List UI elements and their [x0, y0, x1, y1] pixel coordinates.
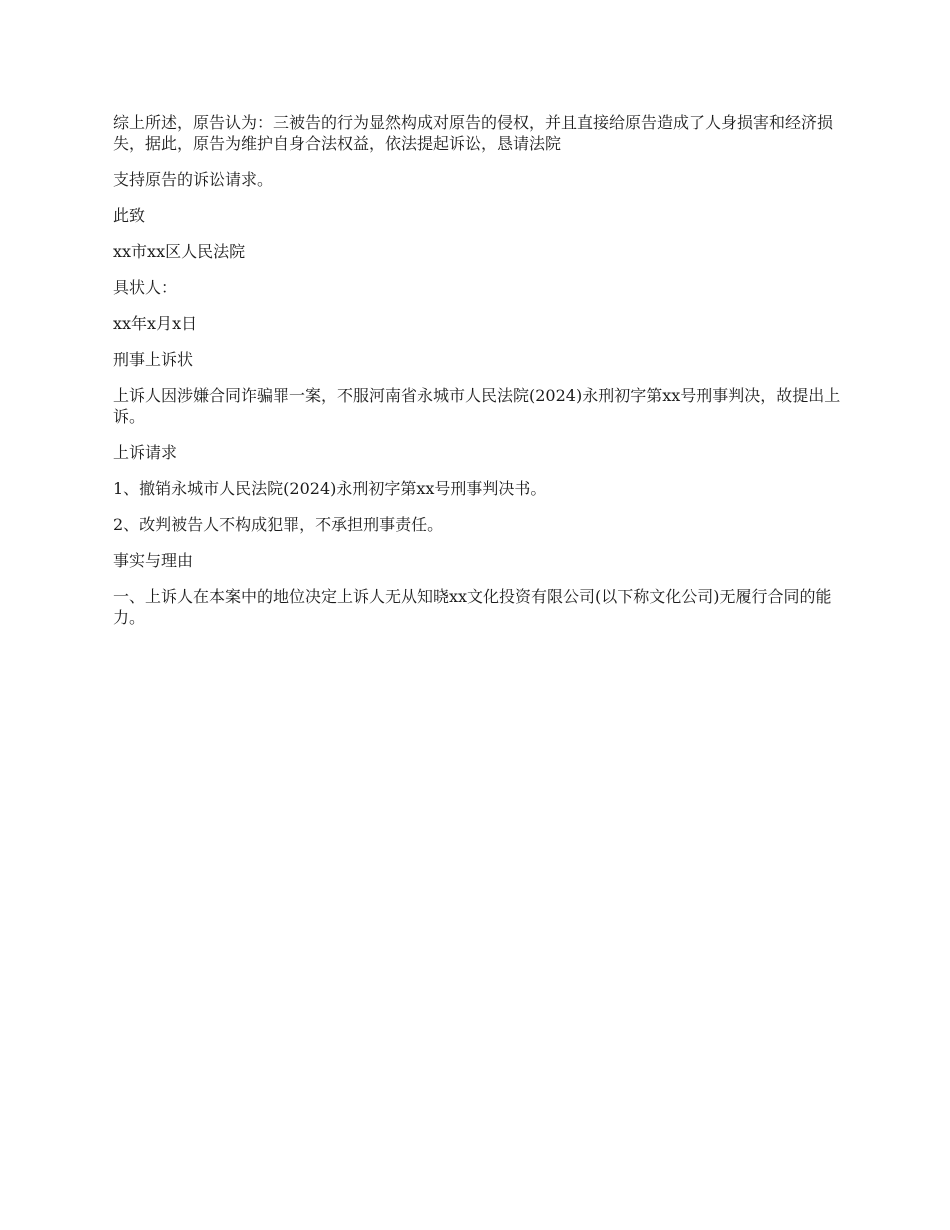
- paragraph-conclusion: 综上所述，原告认为：三被告的行为显然构成对原告的侵权，并且直接给原告造成了人身损害和经济损失，据此，原告为维护自身合法权益，依法提起诉讼，恳请法院: [113, 113, 834, 153]
- paragraph-date: xx年x月x日: [113, 314, 198, 333]
- paragraph-signer: 具状人：: [113, 278, 178, 297]
- section-title-appeal-requests: 上诉请求: [113, 443, 178, 462]
- document-body: [113, 112, 843, 643]
- paragraph-request-2: 2、改判被告人不构成犯罪，不承担刑事责任。: [113, 515, 444, 534]
- section-title-appeal: 刑事上诉状: [113, 350, 194, 369]
- section-title-facts-reasons: 事实与理由: [113, 551, 194, 570]
- paragraph-request-1: 1、撤销永城市人民法院(2024)永刑初字第xx号刑事判决书。: [113, 479, 547, 498]
- paragraph-reason-1: 一、上诉人在本案中的地位决定上诉人无从知晓xx文化投资有限公司(以下称文化公司)无履行合同的能力。: [113, 587, 832, 627]
- paragraph-appeal-intro: 上诉人因涉嫌合同诈骗罪一案，不服河南省永城市人民法院(2024)永刑初字第xx号刑事判决，故提出上诉。: [113, 386, 841, 426]
- paragraph-court-name: xx市xx区人民法院: [113, 242, 246, 261]
- paragraph-salutation: 此致: [113, 206, 146, 225]
- paragraph-support-request: 支持原告的诉讼请求。: [113, 170, 274, 189]
